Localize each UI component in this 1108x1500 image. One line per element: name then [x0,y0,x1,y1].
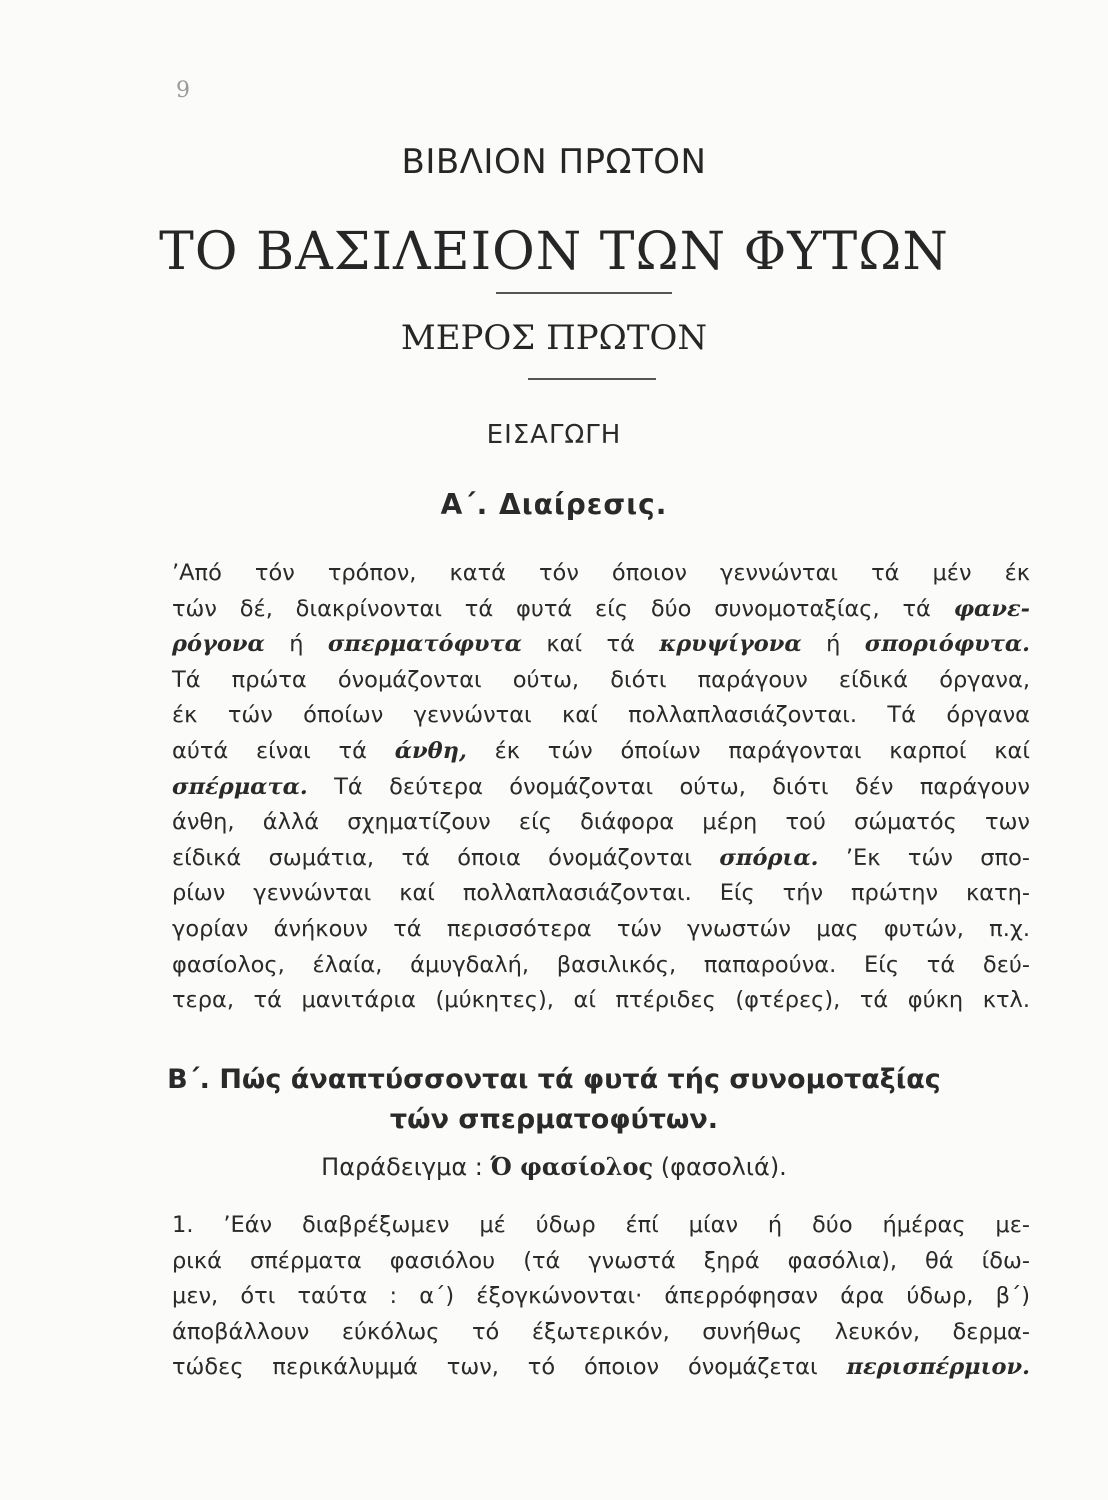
text-run: άνθη, άλλά σχηματίζουν είς διάφορα μέρη τού σώματός των [172,809,1030,836]
text-line [172,770,1030,806]
text-line [172,1315,1030,1351]
text-run: έκ τών όποίων γεννώνται καί πολλαπλασιάζονται. Τά όργανα [172,702,1030,729]
text-run: τερα, τά μανιτάρια (μύκητες), αί πτέριδες (φτέρες), τά φύκη κτλ. [172,987,1030,1014]
paragraph-1 [172,1208,1030,1386]
divider-rule [528,378,656,380]
example-line [0,1152,1108,1181]
text-run: είδικά σωμάτια, τά όποια όνομάζονται [172,844,720,871]
text-line [172,663,1030,699]
text-line [172,1279,1030,1315]
text-run: γορίαν άνήκουν τά περισσότερα τών γνωστών μας φυτών, π.χ. [172,915,1030,942]
text-run: 1. ’Εάν διαβρέξωμεν μέ ύδωρ έπί μίαν ή δύο ήμέρας με- [172,1212,1030,1238]
section-a-paragraph [172,556,1030,1019]
section-b-heading-line: τών σπερματοφύτων. [389,1104,719,1135]
text-line [172,734,1030,770]
kingdom-title: ΤΟ ΒΑΣΙΛΕΙΟΝ ΤΩΝ ΦΥΤΩΝ [159,222,949,282]
text-run: ’Εκ τών σπο- [818,844,1030,871]
section-b-heading [0,1060,1108,1140]
text-run: ρίων γεννώνται καί πολλαπλασιάζονται. Είς τήν πρώτην κατη- [172,880,1030,907]
section-b-heading-line: Β΄. Πώς άναπτύσσονται τά φυτά τής συνομοταξίας [167,1064,941,1095]
text-run: Τά πρώτα όνομάζονται ούτω, διότι παράγουν είδικά όργανα, [172,666,1030,693]
text-line [172,1208,1030,1244]
emphasized-term: άνθη, [394,737,467,764]
text-line [172,876,1030,912]
text-run: τών δέ, διακρίνονται τά φυτά είς δύο συνομοταξίας, τά [172,595,954,622]
example-gloss: (φασολιά). [660,1153,787,1181]
part-title: ΜΕΡΟΣ ΠΡΩΤΟΝ [400,318,708,358]
emphasized-term: σποριόφυτα. [864,631,1030,658]
introduction-heading: ΕΙΣΑΓΩΓΗ [486,420,622,450]
text-line [172,912,1030,948]
example-label: Παράδειγμα : [321,1153,483,1181]
text-run: ’Από τόν τρόπον, κατά τόν όποιον γεννώνται τά μέν έκ [172,560,1030,586]
text-run: καί τά [521,631,660,658]
text-run: φασίολος, έλαία, άμυγδαλή, βασιλικός, παπαρούνα. Είς τά δεύ- [172,951,1030,978]
text-line [172,948,1030,984]
emphasized-term: κρυψίγονα [659,631,802,658]
text-line [172,698,1030,734]
text-run: ή [801,631,865,658]
text-line [172,592,1030,628]
text-run: αύτά είναι τά [172,737,395,764]
emphasized-term: φανε- [953,595,1030,622]
text-line [172,556,1030,592]
text-run: τώδες περικάλυμμά των, τό όποιον όνομάζεται [172,1354,847,1381]
text-line [172,805,1030,841]
example-plant-name: Ό φασίολος [490,1152,654,1181]
book-title: ΒΙΒΛΙΟΝ ΠΡΩΤΟΝ [401,142,707,182]
text-line [172,1350,1030,1386]
text-run: μεν, ότι ταύτα : α΄) έξογκώνονται· άπερρόφησαν άρα ύδωρ, β΄) [172,1283,1030,1310]
page-number: 9 [176,78,190,103]
divider-rule [496,292,672,294]
emphasized-term: περισπέρμιον. [846,1354,1030,1381]
emphasized-term: σπερματόφυτα [327,631,522,658]
text-line [172,627,1030,663]
section-a-heading: Α΄. Διαίρεσις. [440,488,668,521]
text-run: άποβάλλουν εύκόλως τό έξωτερικόν, συνήθως λευκόν, δερμα- [172,1318,1030,1345]
text-run: έκ τών όποίων παράγονται καρποί καί [466,737,1031,764]
text-line [172,841,1030,877]
emphasized-term: ρόγονα [172,631,265,658]
emphasized-term: σπέρματα. [172,773,308,800]
text-line [172,1244,1030,1280]
text-run: ρικά σπέρματα φασιόλου (τά γνωστά ξηρά φασόλια), θά ίδω- [172,1247,1030,1274]
text-run: Τά δεύτερα όνομάζονται ούτω, διότι δέν παράγουν [307,773,1030,800]
text-line [172,983,1030,1019]
text-run: ή [264,631,328,658]
emphasized-term: σπόρια. [719,844,819,871]
